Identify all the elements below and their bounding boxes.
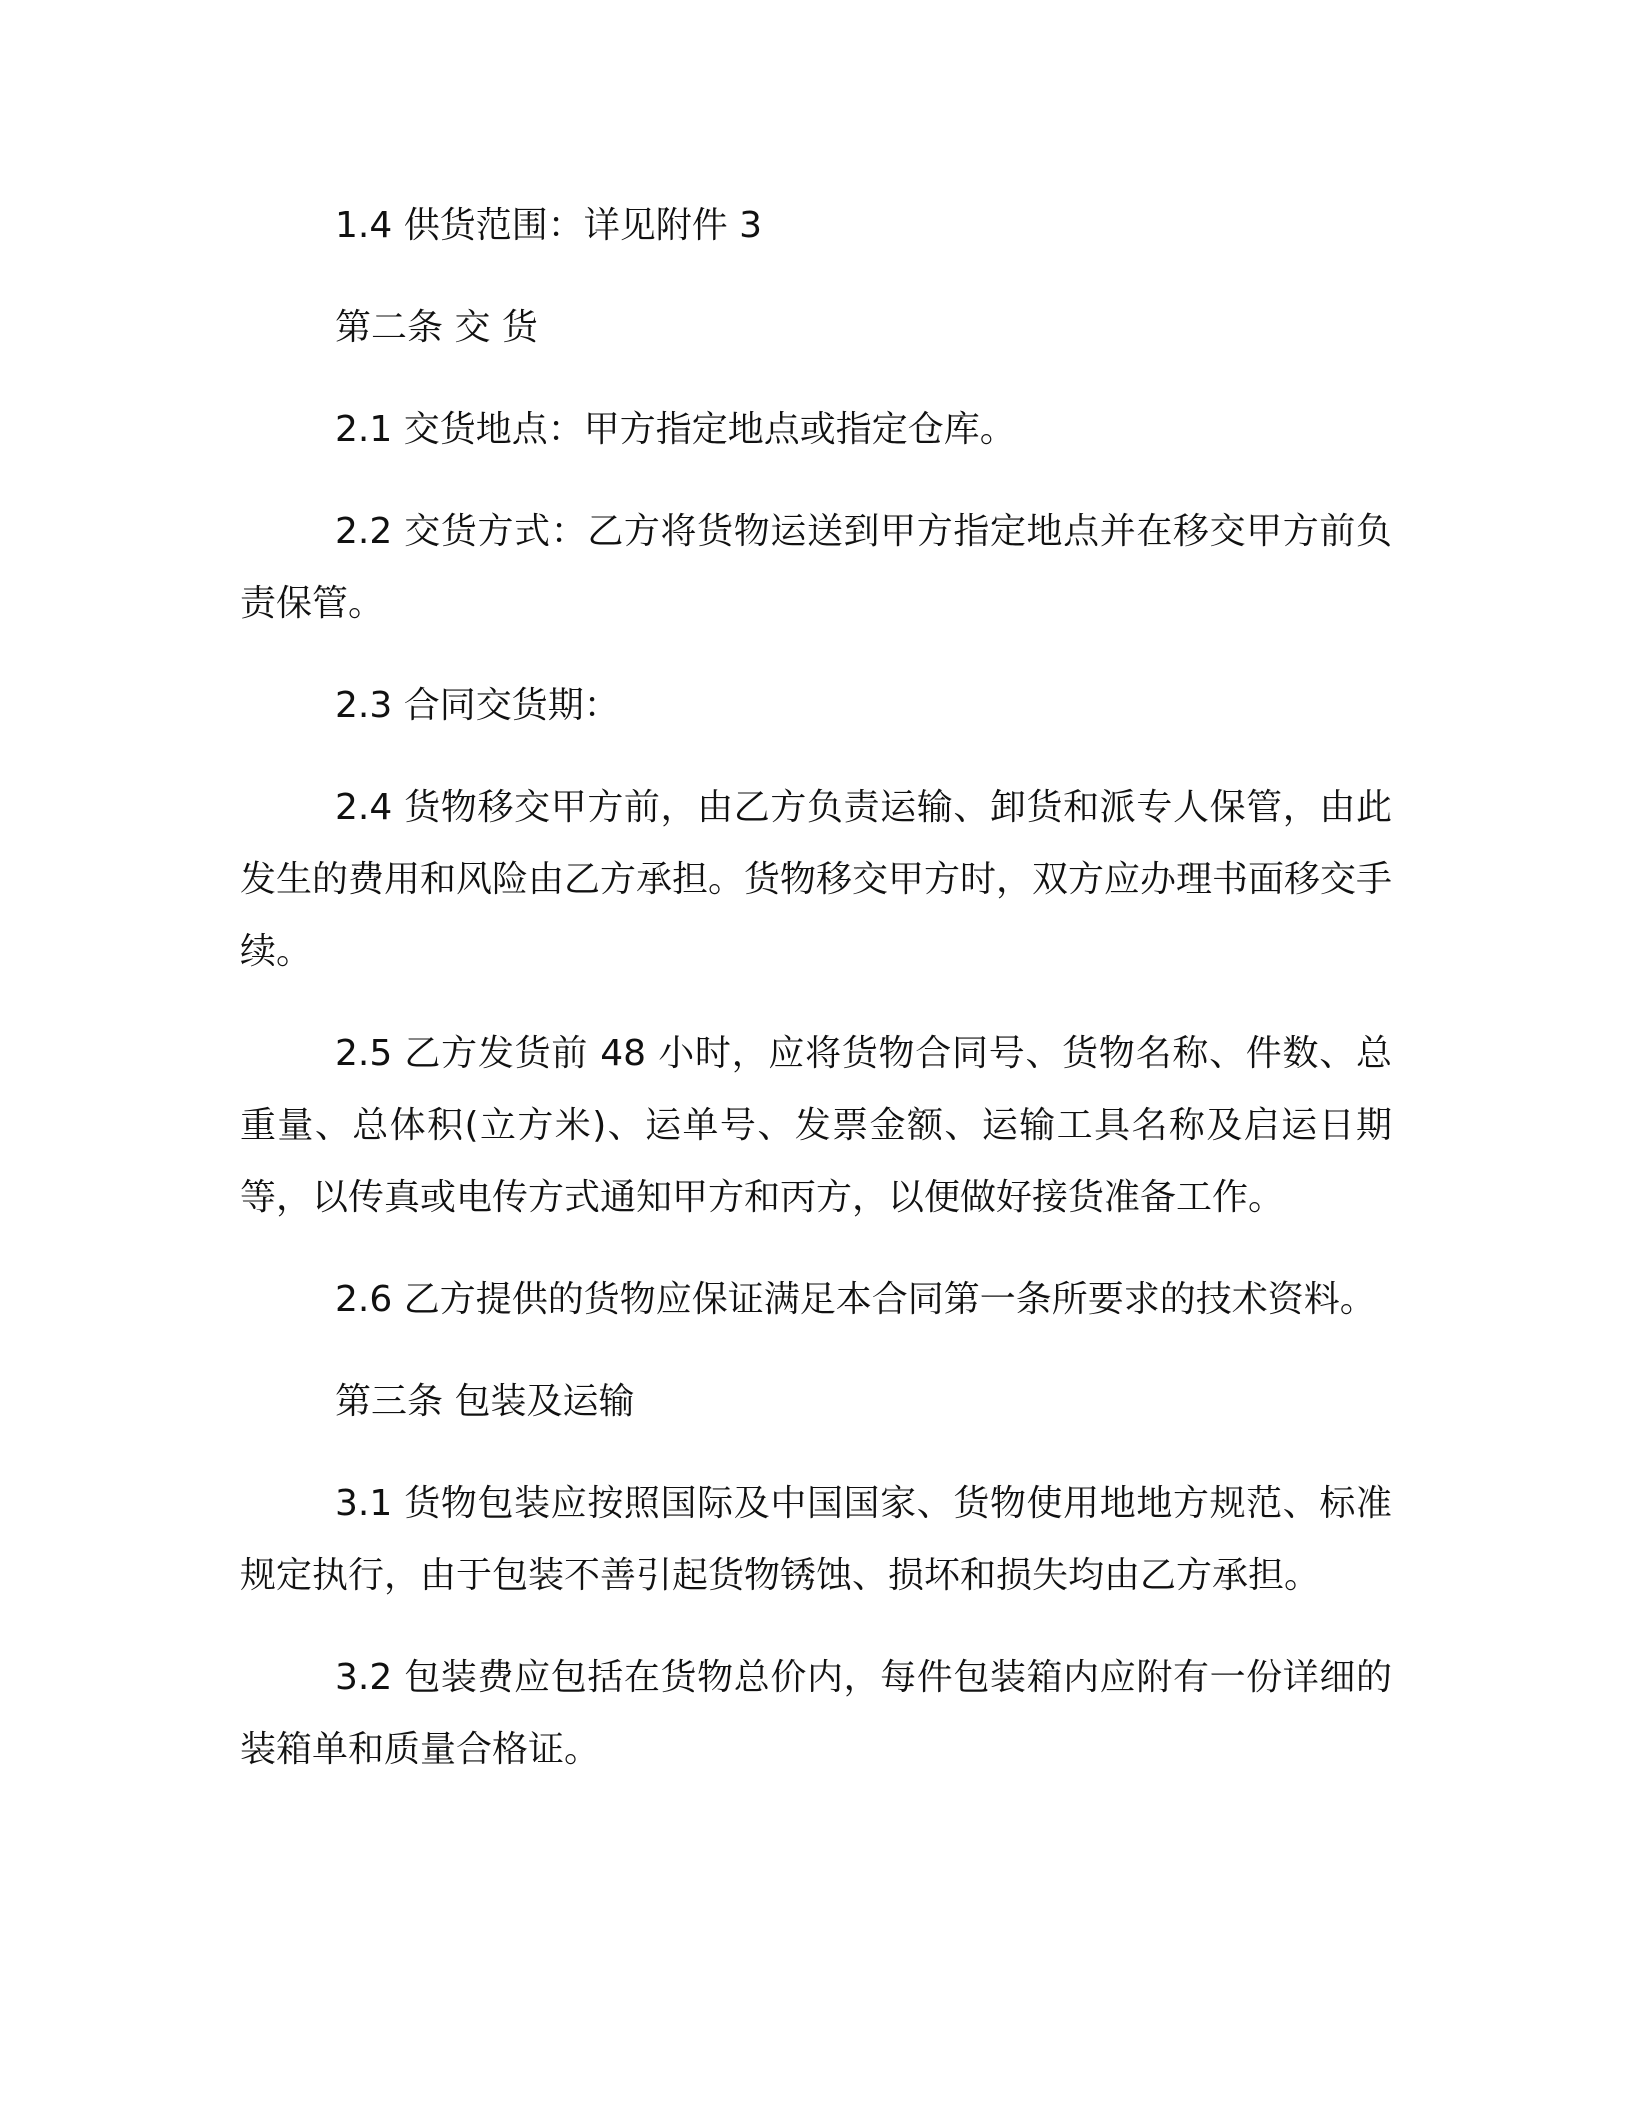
- clause-2-4: 2.4 货物移交甲方前，由乙方负责运输、卸货和派专人保管，由此发生的费用和风险由乙方承担。货物移交甲方时，双方应办理书面移交手续。: [240, 787, 1393, 972]
- clause-2-5: 2.5 乙方发货前 48 小时，应将货物合同号、货物名称、件数、总重量、总体积(立方米)、运单号、发票金额、运输工具名称及启运日期等，以传真或电传方式通知甲方和丙方，以便做好接货准备工作。: [240, 1033, 1392, 1218]
- article-2-heading: 第二条 交 货: [335, 307, 538, 348]
- document-body: [240, 190, 1392, 1816]
- clause-2-1: 2.1 交货地点：甲方指定地点或指定仓库。: [335, 409, 1016, 450]
- clause-2-3: 2.3 合同交货期：: [335, 685, 620, 726]
- clause-2-2: 2.2 交货方式：乙方将货物运送到甲方指定地点并在移交甲方前负责保管。: [240, 511, 1392, 624]
- clause-3-2: 3.2 包装费应包括在货物总价内，每件包装箱内应附有一份详细的装箱单和质量合格证。: [240, 1657, 1392, 1770]
- clause-1-4: 1.4 供货范围：详见附件 3: [335, 205, 763, 246]
- clause-3-1: 3.1 货物包装应按照国际及中国国家、货物使用地地方规范、标准规定执行，由于包装不善引起货物锈蚀、损坏和损失均由乙方承担。: [240, 1483, 1392, 1596]
- clause-2-6: 2.6 乙方提供的货物应保证满足本合同第一条所要求的技术资料。: [335, 1279, 1376, 1320]
- article-3-heading: 第三条 包装及运输: [335, 1381, 635, 1422]
